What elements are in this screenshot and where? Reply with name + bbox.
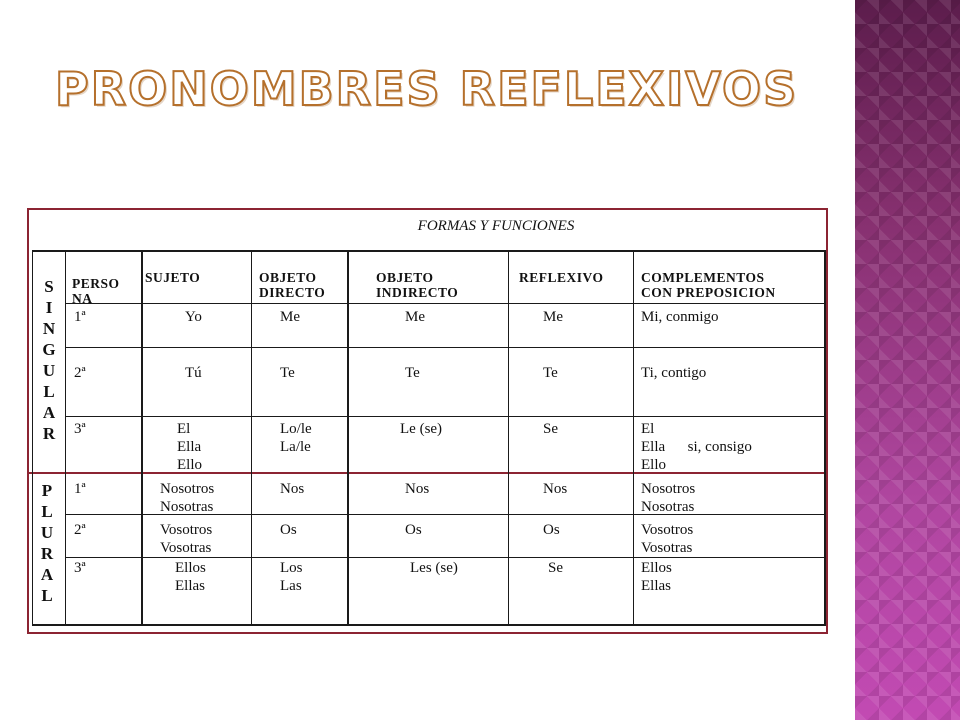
slide-title: PRONOMBRES REFLEXIVOS [55,62,799,116]
row5-indirecto: Os [405,522,422,538]
row5-directo: Os [280,522,297,538]
row6-directo: Los Las [280,560,303,594]
row2-reflexivo: Te [543,365,558,381]
rule-header-top [32,250,825,252]
rule-col-persona [141,250,143,626]
rule-col-right [824,250,826,626]
row1-directo: Me [280,309,300,325]
row6-complemento: Ellos Ellas [641,560,672,594]
pronoun-table [27,208,828,634]
header-complementos: COMPLEMENTOS CON PREPOSICION [641,270,776,300]
rule-row-5 [65,557,825,558]
row3-reflexivo: Se [543,421,558,437]
row6-indirecto: Les (se) [410,560,458,576]
row2-sujeto: Tú [185,365,202,381]
header-sujeto: SUJETO [145,270,201,285]
row4-complemento: Nosotros Nosotras [641,481,696,515]
row4-directo: Nos [280,481,305,497]
row4-indirecto: Nos [405,481,430,497]
rule-row-1 [65,347,825,348]
row1-complemento: Mi, conmigo [641,309,719,325]
row4-persona: 1ª [74,481,86,497]
rule-col-indirecto [508,250,509,626]
row3-complemento: El Ella si, consigo Ello [641,421,752,473]
row6-persona: 3ª [74,560,86,576]
row3-directo: Lo/le La/le [280,421,312,455]
row1-reflexivo: Me [543,309,563,325]
rule-row-2 [65,416,825,417]
rule-col-directo [347,250,349,626]
header-objeto-indirecto: OBJETO INDIRECTO [376,270,459,300]
row2-indirecto: Te [405,365,420,381]
row5-complemento: Vosotros Vosotras [641,522,694,556]
rule-table-bottom [32,624,825,626]
rule-col-label [65,250,66,626]
row5-reflexivo: Os [543,522,560,538]
row6-sujeto: Ellos Ellas [175,560,206,594]
decorative-side-panel [855,0,960,720]
row5-sujeto: Vosotros Vosotras [160,522,213,556]
row1-indirecto: Me [405,309,425,325]
row1-persona: 1ª [74,309,86,325]
row4-reflexivo: Nos [543,481,568,497]
rule-col-reflexivo [633,250,634,626]
row4-sujeto: Nosotros Nosotras [160,481,215,515]
table-caption: FORMAS Y FUNCIONES [417,218,575,234]
rule-header-bottom [65,303,825,304]
row3-persona: 3ª [74,421,86,437]
rule-col-left [32,250,33,626]
row2-persona: 2ª [74,365,86,381]
row2-directo: Te [280,365,295,381]
row3-indirecto: Le (se) [400,421,443,437]
group-label-plural: P L U R A L [40,481,54,605]
group-label-singular: S I N G U L A R [42,277,56,443]
row6-reflexivo: Se [548,560,563,576]
row5-persona: 2ª [74,522,86,538]
header-objeto-directo: OBJETO DIRECTO [259,270,326,300]
header-persona: PERSO NA [72,276,120,306]
row1-sujeto: Yo [185,309,202,325]
row3-sujeto: El Ella Ello [177,421,202,473]
rule-col-sujeto [251,250,252,626]
row2-complemento: Ti, contigo [641,365,707,381]
header-reflexivo: REFLEXIVO [519,270,604,285]
